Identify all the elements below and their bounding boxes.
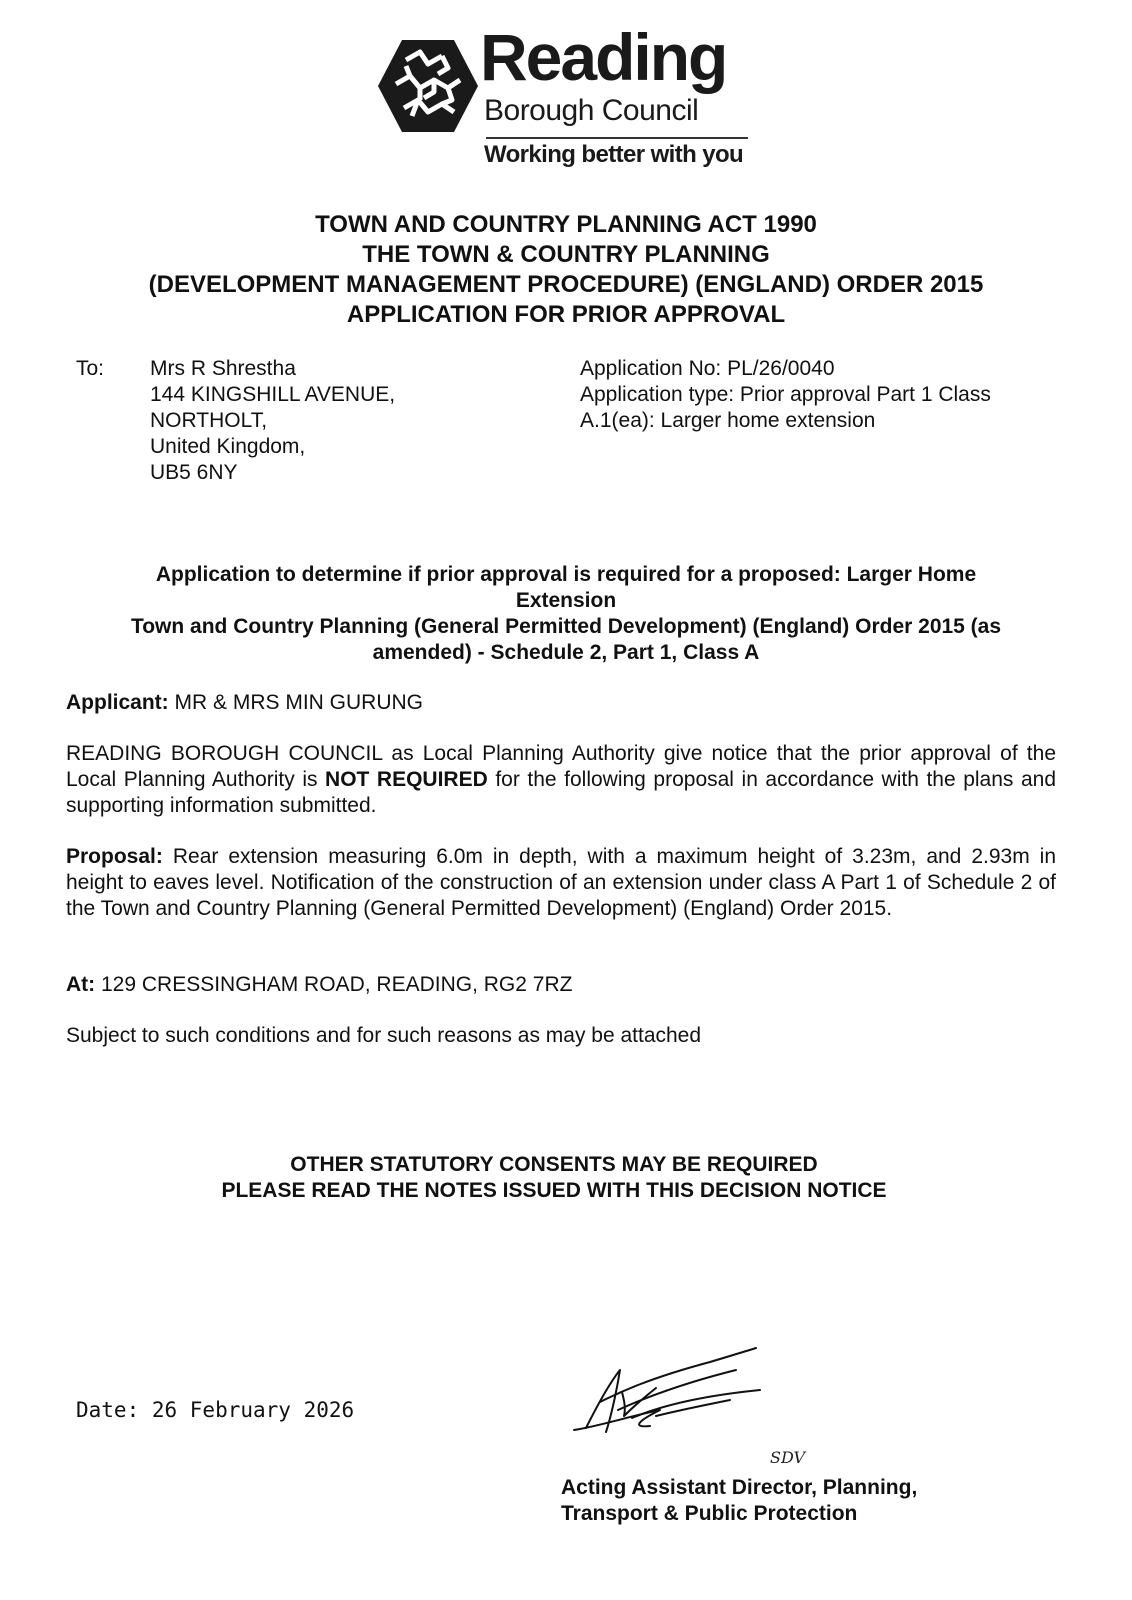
council-emblem-icon bbox=[376, 38, 480, 134]
title-line: APPLICATION FOR PRIOR APPROVAL bbox=[346, 301, 786, 328]
notice-emphasis: NOT REQUIRED bbox=[325, 768, 488, 791]
signature-initials: SDV bbox=[770, 1448, 806, 1467]
subheading-line: amended) - Schedule 2, Part 1, Class A bbox=[372, 641, 760, 664]
decision-notice-paragraph bbox=[66, 741, 1056, 819]
address-postcode: UB5 6NY bbox=[150, 461, 238, 484]
signatory-title-line: Transport & Public Protection bbox=[561, 1502, 858, 1525]
council-logo bbox=[376, 20, 756, 180]
title-line: (DEVELOPMENT MANAGEMENT PROCEDURE) (ENGLAND) ORDER 2015 bbox=[148, 271, 984, 298]
proposal-label: Proposal: bbox=[66, 845, 163, 868]
title-line: THE TOWN & COUNTRY PLANNING bbox=[362, 241, 770, 268]
subheading-line: Town and Country Planning (General Permitted Development) (England) Order 2015 (as bbox=[130, 615, 1002, 638]
proposal-text: Rear extension measuring 6.0m in depth, with a maximum height of 3.23m, and 2.93m in height to eaves level. Notification of the construction of an extension under class A Part 1 of Schedule 2 of the Town and Country Planning (General Permitted Development) (England) Order 2015. bbox=[66, 845, 1057, 920]
address-line: NORTHOLT, bbox=[150, 409, 268, 432]
subheading-line: Application to determine if prior approval is required for a proposed: Larger Home bbox=[155, 563, 977, 586]
address-line: United Kingdom, bbox=[150, 435, 306, 458]
warning-line: PLEASE READ THE NOTES ISSUED WITH THIS DECISION NOTICE bbox=[221, 1179, 887, 1202]
logo-tagline-text: Working better with you bbox=[484, 141, 744, 168]
application-type: Application type: Prior approval Part 1 Class bbox=[580, 383, 991, 406]
decision-date: Date: 26 February 2026 bbox=[76, 1398, 355, 1422]
application-number: Application No: PL/26/0040 bbox=[580, 357, 835, 380]
recipient-name: Mrs R Shrestha bbox=[150, 357, 296, 380]
application-details bbox=[580, 356, 1060, 434]
signature-image bbox=[560, 1340, 780, 1450]
to-label: To: bbox=[76, 357, 105, 380]
address-line: 144 KINGSHILL AVENUE, bbox=[150, 383, 396, 406]
site-address: 129 CRESSINGHAM ROAD, READING, RG2 7RZ bbox=[101, 973, 573, 996]
applicant-value: MR & MRS MIN GURUNG bbox=[174, 691, 424, 714]
signatory-title bbox=[561, 1475, 1081, 1527]
logo-brand-text: Reading bbox=[480, 20, 727, 94]
notice-text-cont: for the following proposal in accordance with the plans and supporting information submitted. bbox=[66, 768, 1056, 817]
application-type-cont: A.1(ea): Larger home extension bbox=[580, 409, 876, 432]
statutory-warning bbox=[0, 1152, 1108, 1204]
title-line: TOWN AND COUNTRY PLANNING ACT 1990 bbox=[315, 211, 817, 238]
applicant-row bbox=[66, 690, 423, 716]
signatory-title-line: Acting Assistant Director, Planning, bbox=[561, 1476, 918, 1499]
application-subheading bbox=[66, 562, 1066, 666]
conditions-text: Subject to such conditions and for such reasons as may be attached bbox=[66, 1024, 702, 1047]
site-label: At: bbox=[66, 973, 96, 996]
applicant-label: Applicant: bbox=[66, 691, 169, 714]
subheading-line: Extension bbox=[515, 589, 617, 612]
proposal-paragraph bbox=[66, 844, 1056, 922]
recipient-address bbox=[150, 356, 480, 486]
site-row bbox=[66, 972, 572, 998]
logo-subtitle-text: Borough Council bbox=[484, 94, 699, 127]
warning-line: OTHER STATUTORY CONSENTS MAY BE REQUIRED bbox=[290, 1153, 818, 1176]
notice-text: READING BOROUGH COUNCIL as Local Planning Authority give notice that the prior approval of the Local Planning Authority is bbox=[66, 742, 1056, 791]
logo-divider bbox=[486, 137, 748, 139]
document-title bbox=[0, 210, 1132, 330]
